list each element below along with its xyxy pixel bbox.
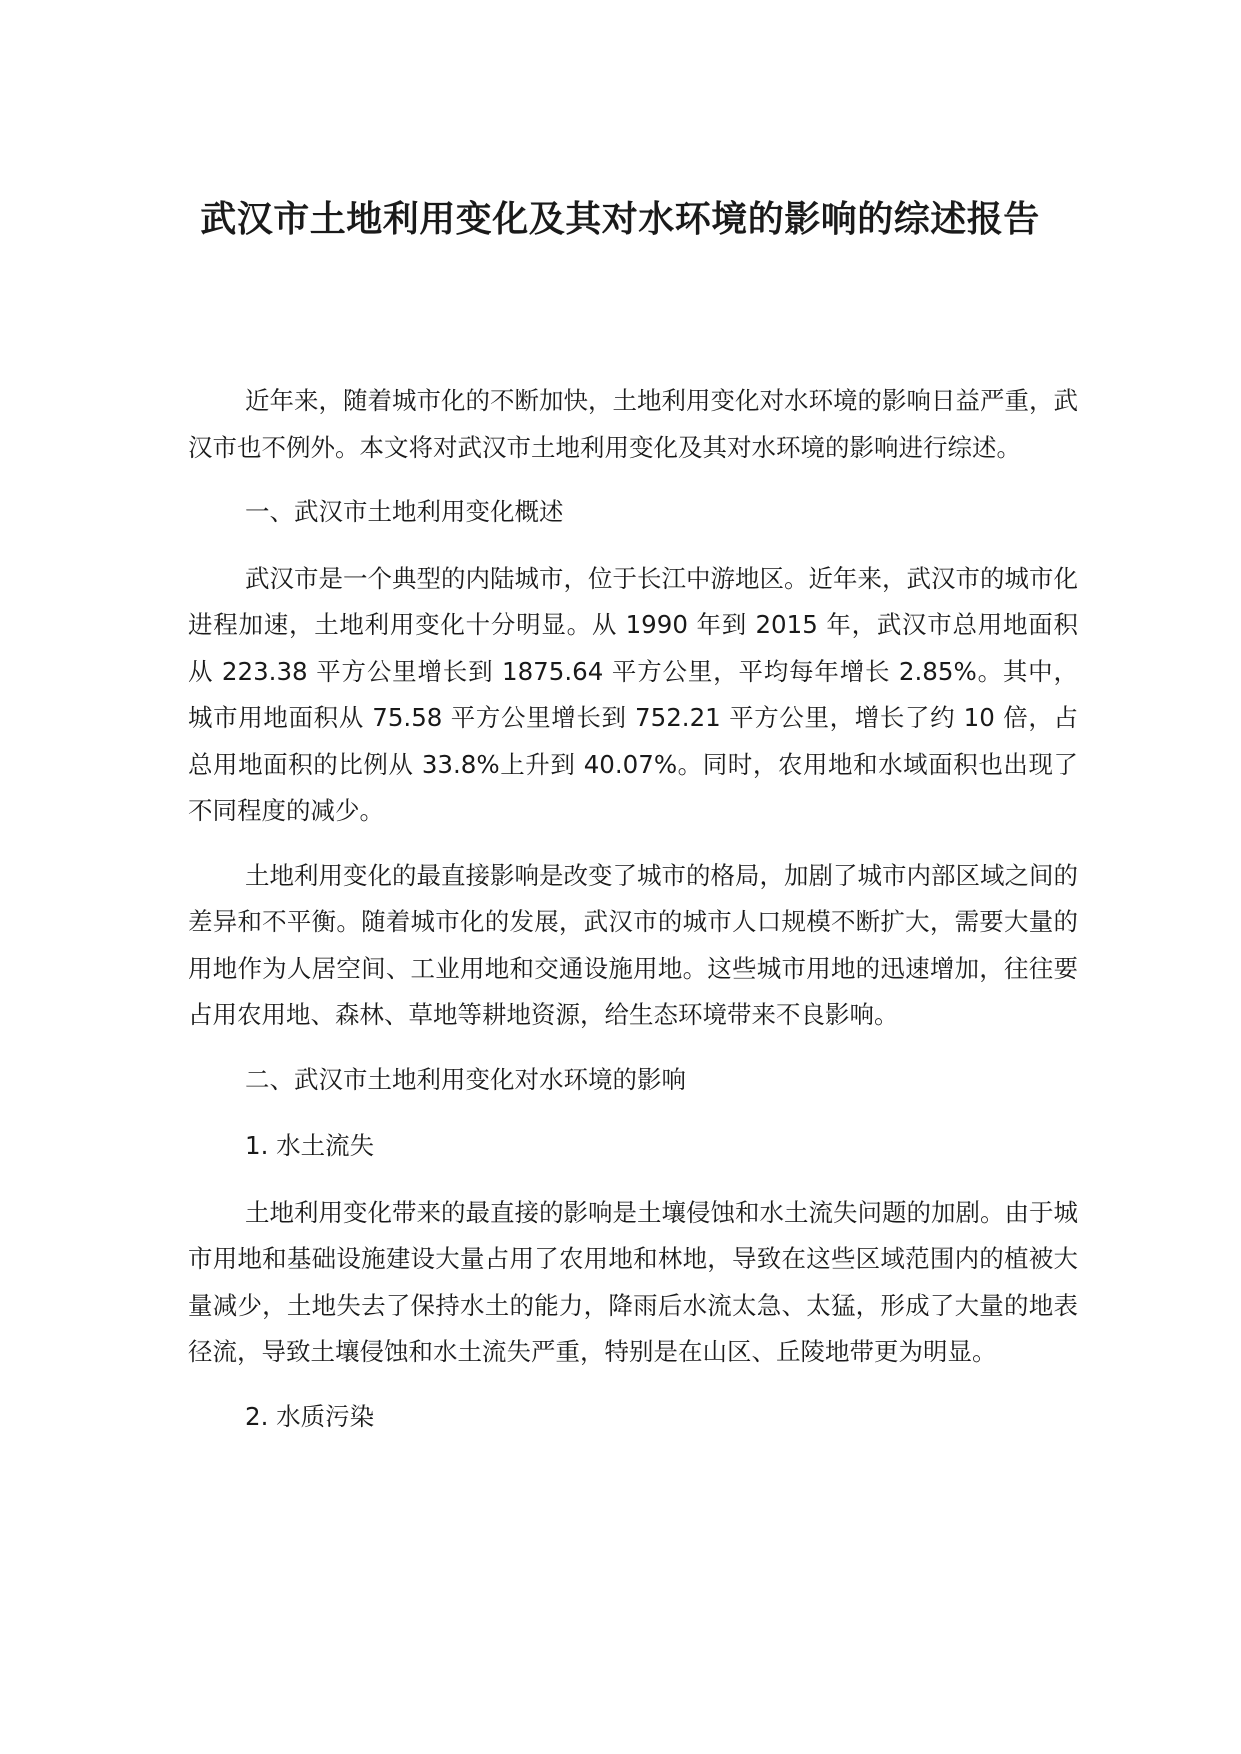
paragraph-land-use-overview: 武汉市是一个典型的内陆城市，位于长江中游地区。近年来，武汉市的城市化进程加速，土地利用变化十分明显。从 1990 年到 2015 年，武汉市总用地面积从 223.38 平方公里增长到 1875.64 平方公里，平均每年增长 2.85%。其中，城市用地面积从 75.58 平方公里增长到 752.21 平方公里，增长了约 10 倍，占总用地面积的比例从 33.8%上升到 40.07%。同时，农用地和水域面积也出现了不同程度的减少。 — [188, 563, 1078, 825]
section-heading-2: 二、武汉市土地利用变化对水环境的影响 — [245, 1064, 686, 1094]
subsection-heading-water-pollution: 2. 水质污染 — [245, 1401, 375, 1431]
paragraph-land-use-impact: 土地利用变化的最直接影响是改变了城市的格局，加剧了城市内部区域之间的差异和不平衡。随着城市化的发展，武汉市的城市人口规模不断扩大，需要大量的用地作为人居空间、工业用地和交通设施用地。这些城市用地的迅速增加，往往要占用农用地、森林、草地等耕地资源，给生态环境带来不良影响。 — [188, 860, 1078, 1029]
intro-paragraph: 近年来，随着城市化的不断加快，土地利用变化对水环境的影响日益严重，武汉市也不例外。本文将对武汉市土地利用变化及其对水环境的影响进行综述。 — [188, 386, 1078, 462]
section-heading-1: 一、武汉市土地利用变化概述 — [245, 497, 564, 526]
subsection-heading-soil-erosion: 1. 水土流失 — [245, 1131, 375, 1160]
paragraph-soil-erosion: 土地利用变化带来的最直接的影响是土壤侵蚀和水土流失问题的加剧。由于城市用地和基础设施建设大量占用了农用地和林地，导致在这些区域范围内的植被大量减少，土地失去了保持水土的能力，降雨后水流太急、太猛，形成了大量的地表径流，导致土壤侵蚀和水土流失严重，特别是在山区、丘陵地带更为明显。 — [188, 1197, 1078, 1366]
document-body — [188, 378, 1078, 1460]
document-title: 武汉市土地利用变化及其对水环境的影响的综述报告 — [200, 199, 1040, 240]
